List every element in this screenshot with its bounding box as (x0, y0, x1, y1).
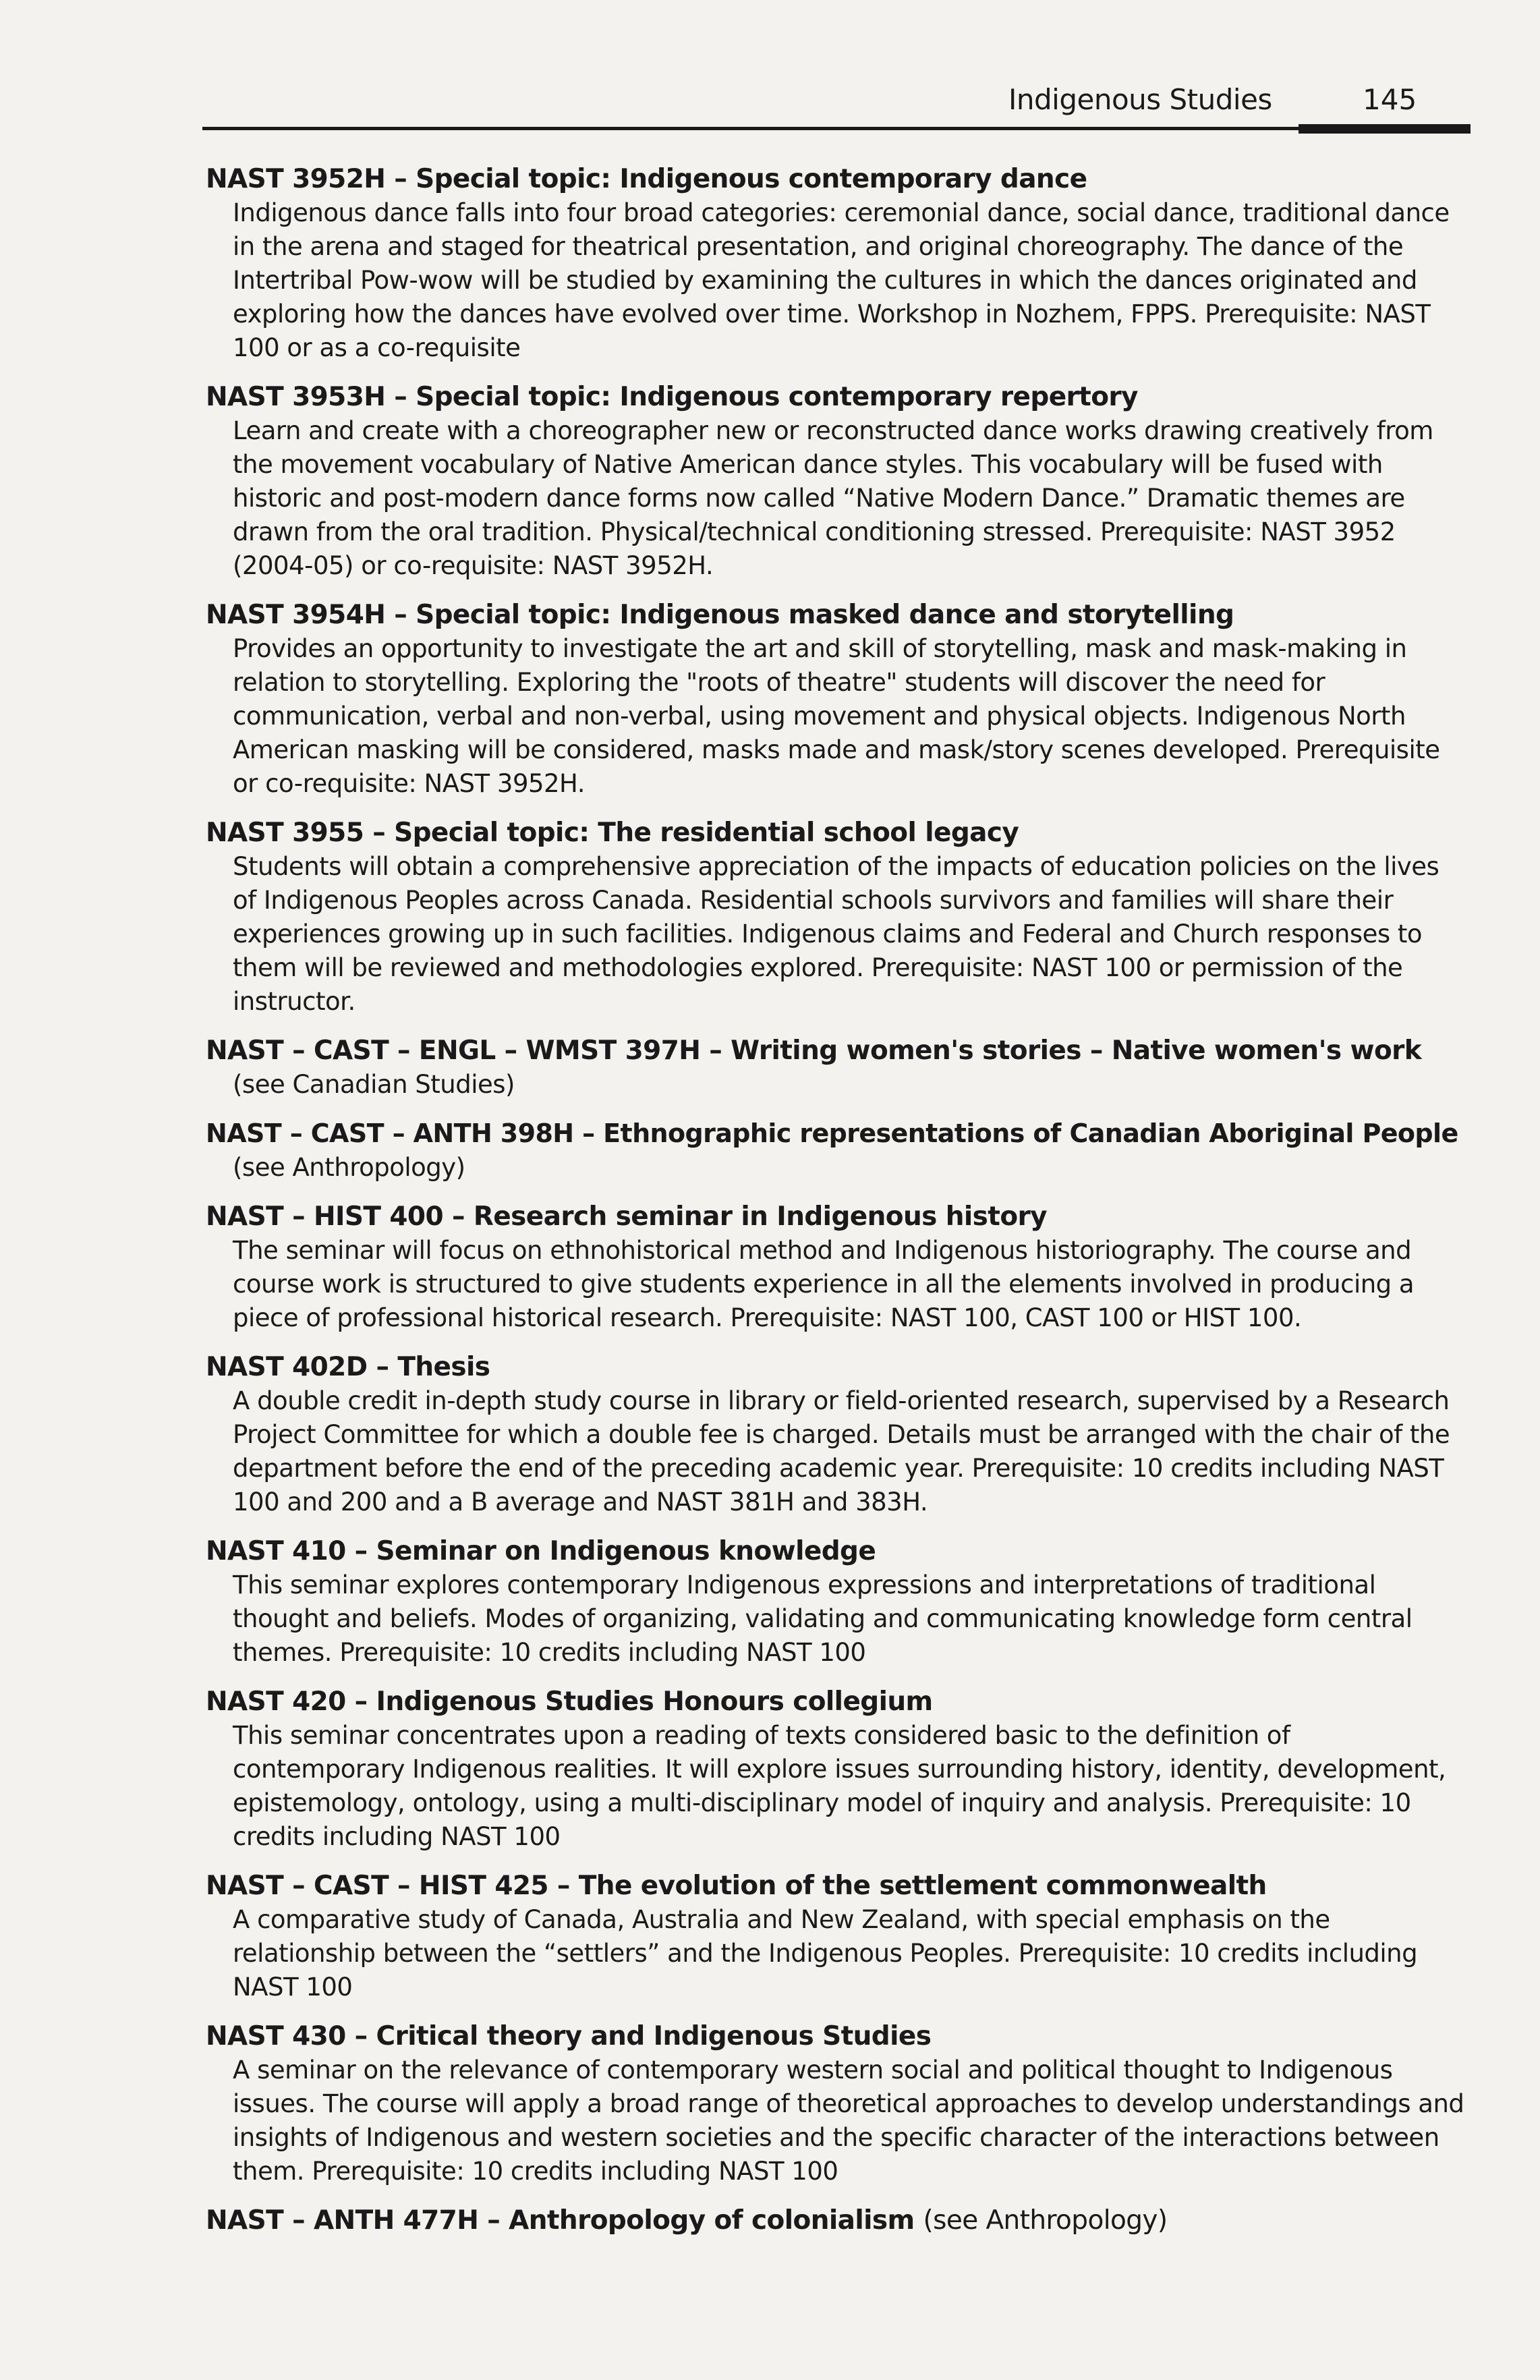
header-rule (202, 127, 1471, 130)
course-cross-reference: (see Anthropology) (923, 2205, 1168, 2236)
course-description: The seminar will focus on ethnohistorical method and Indigenous historiography. The course and course work is structured to give students experience in all the elements involved in producing a piece of professional historical research. Prerequisite: NAST 100, CAST 100 or HIST 100. (233, 1236, 1415, 1332)
course-entry-nast-400 (206, 1199, 1467, 1335)
course-entry-nast-477h (206, 2203, 1467, 2238)
course-description: This seminar explores contemporary Indigenous expressions and interpretations of traditional thought and beliefs. Modes of organizing, validating and communicating knowledge form central themes. Prerequisite: 10 credits including NAST 100 (233, 1570, 1413, 1667)
course-description: A comparative study of Canada, Australia and New Zealand, with special emphasis on the relationship between the “settlers” and the Indigenous Peoples. Prerequisite: 10 credits including NAST 100 (233, 1905, 1418, 2002)
header-rule-accent (1299, 124, 1471, 134)
course-description: Provides an opportunity to investigate the art and skill of storytelling, mask and mask-making in relation to storytelling. Exploring the "roots of theatre" students will discover the need for communication, verbal and non-verbal, using movement and physical objects. Indigenous North American masking will be considered, masks made and mask/story scenes developed. Prerequisite or co-requisite: NAST 3952H. (233, 634, 1440, 798)
course-description: A double credit in-depth study course in library or field-oriented research, supervised by a Research Project Committee for which a double fee is charged. Details must be arranged with the chair of the department before the end of the preceding academic year. Prerequisite: 10 credits including NAST 100 and 200 and a B average and NAST 381H and 383H. (233, 1386, 1450, 1517)
course-title: NAST – ANTH 477H – Anthropology of colonialism (206, 2205, 915, 2236)
course-title: NAST – CAST – ANTH 398H – Ethnographic representations of Canadian Aboriginal People (206, 1118, 1458, 1148)
course-title: NAST 3952H – Special topic: Indigenous contemporary dance (206, 164, 1087, 194)
course-title: NAST 3955 – Special topic: The residential school legacy (206, 818, 1019, 848)
course-description: Students will obtain a comprehensive appreciation of the impacts of education policies on the lives of Indigenous Peoples across Canada. Residential schools survivors and families will share their experiences growing up in such facilities. Indigenous claims and Federal and Church responses to them will be reviewed and methodologies explored. Prerequisite: NAST 100 or permission of the instructor. (233, 852, 1439, 1016)
course-title: NAST – CAST – HIST 425 – The evolution of the settlement commonwealth (206, 1871, 1267, 1901)
course-title: NAST – CAST – ENGL – WMST 397H – Writing women's stories – Native women's work (206, 1036, 1422, 1066)
page-header (202, 74, 1471, 135)
course-description: Indigenous dance falls into four broad categories: ceremonial dance, social dance, traditional dance in the arena and staged for theatrical presentation, and original choreography. The dance of the Intertribal Pow-wow will be studied by examining the cultures in which the dances originated and exploring how the dances have evolved over time. Workshop in Nozhem, FPPS. Prerequisite: NAST 100 or as a co-requisite (233, 198, 1450, 362)
course-entry-nast-397h (206, 1033, 1467, 1102)
course-description: A seminar on the relevance of contemporary western social and political thought to Indigenous issues. The course will apply a broad range of theoretical approaches to develop understandings and insights of Indigenous and western societies and the specific character of the interactions between them. Prerequisite: 10 credits including NAST 100 (233, 2056, 1464, 2186)
course-title: NAST 430 – Critical theory and Indigenous Studies (206, 2021, 932, 2051)
course-entry-nast-3954h (206, 598, 1467, 801)
course-list (206, 162, 1467, 2252)
course-title: NAST 3953H – Special topic: Indigenous contemporary repertory (206, 382, 1138, 412)
course-cross-reference: (see Canadian Studies) (233, 1070, 515, 1099)
course-title: NAST – HIST 400 – Research seminar in Indigenous history (206, 1201, 1047, 1232)
course-title-line (206, 2203, 1467, 2238)
course-title: NAST 402D – Thesis (206, 1352, 490, 1382)
course-title: NAST 410 – Seminar on Indigenous knowledge (206, 1536, 876, 1566)
course-title: NAST 420 – Indigenous Studies Honours collegium (206, 1687, 933, 1717)
course-entry-nast-410 (206, 1534, 1467, 1670)
course-entry-nast-420 (206, 1684, 1467, 1854)
course-description: Learn and create with a choreographer new or reconstructed dance works drawing creatively from the movement vocabulary of Native American dance styles. This vocabulary will be fused with historic and post-modern dance forms now called “Native Modern Dance.” Dramatic themes are drawn from the oral tradition. Physical/technical conditioning stressed. Prerequisite: NAST 3952 (2004-05) or co-requisite: NAST 3952H. (233, 416, 1433, 580)
course-description: This seminar concentrates upon a reading of texts considered basic to the definition of contemporary Indigenous realities. It will explore issues surrounding history, identity, development, epistemology, ontology, using a multi-disciplinary model of inquiry and analysis. Prerequisite: 10 credits including NAST 100 (233, 1721, 1446, 1851)
course-entry-nast-3953h (206, 380, 1467, 583)
course-title: NAST 3954H – Special topic: Indigenous masked dance and storytelling (206, 600, 1234, 630)
course-entry-nast-398h (206, 1116, 1467, 1185)
page-number: 145 (1363, 83, 1417, 116)
course-cross-reference: (see Anthropology) (233, 1153, 465, 1182)
course-entry-nast-402d (206, 1350, 1467, 1519)
course-entry-nast-3952h (206, 162, 1467, 365)
running-head: Indigenous Studies (1008, 83, 1272, 116)
course-entry-nast-425 (206, 1869, 1467, 2004)
course-entry-nast-3955 (206, 816, 1467, 1019)
course-entry-nast-430 (206, 2019, 1467, 2188)
